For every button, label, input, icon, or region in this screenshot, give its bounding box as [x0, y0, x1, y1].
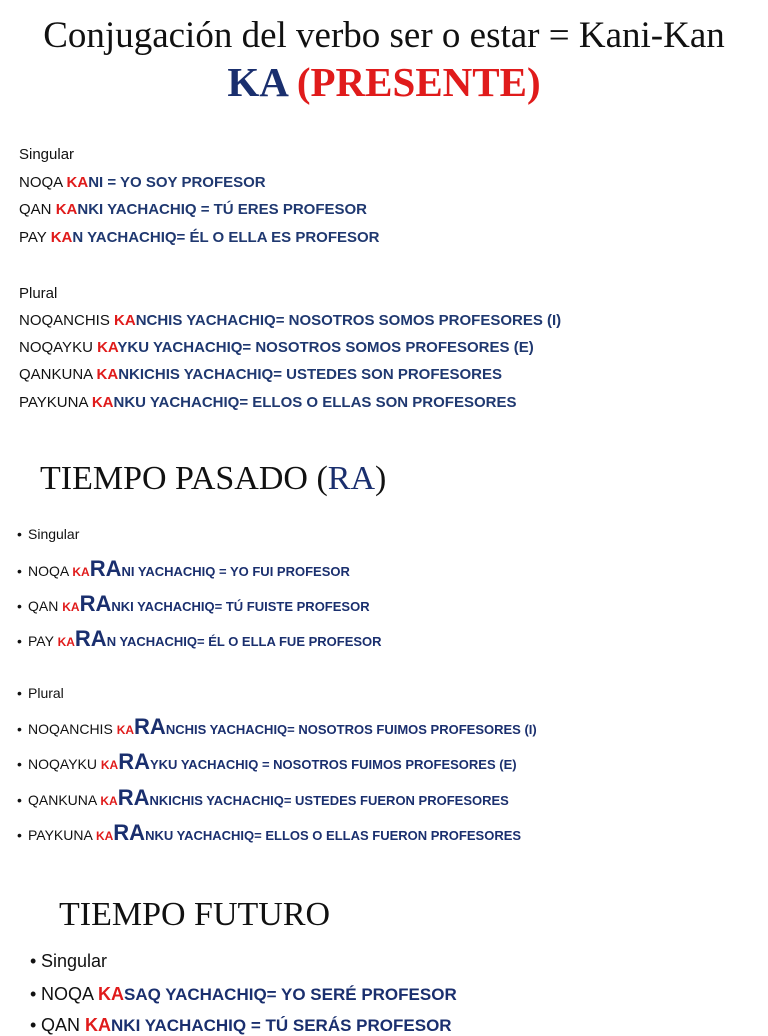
presente-plural-line [19, 394, 516, 411]
bullet-dot: • [30, 1015, 37, 1035]
pasado-singular-line [17, 556, 350, 582]
pronoun: PAYKUNA [28, 827, 93, 843]
bullet-dot: • [17, 526, 22, 542]
label-text: Plural [28, 685, 64, 701]
pasado-plural-line [17, 749, 517, 775]
bullet-dot: • [17, 598, 22, 614]
bullet-dot: • [17, 827, 22, 843]
presente-singular-label: Singular [19, 146, 75, 163]
ka-root: KA [100, 758, 119, 772]
conjugation: N YACHACHIQ= ÉL O ELLA ES PROFESOR [72, 229, 380, 246]
label-text: Singular [41, 951, 108, 971]
conjugation: NKU YACHACHIQ= ELLOS O ELLAS SON PROFESORES [113, 394, 517, 411]
pronoun: PAY [28, 633, 54, 649]
ka-root: KA [50, 229, 73, 246]
pasado-singular-label [17, 526, 79, 542]
ka-root: KA [100, 794, 118, 808]
pronoun: NOQANCHIS [19, 312, 110, 329]
pasado-plural-line [17, 785, 509, 811]
ra-suffix: RA [74, 626, 107, 651]
ka-root: KA [85, 1015, 112, 1035]
ka-root: KA [62, 600, 80, 614]
presente-plural-line [19, 366, 502, 383]
title-presente: (PRESENTE) [296, 59, 541, 105]
pasado-plural-line [17, 820, 521, 846]
ka-root: KA [72, 565, 90, 579]
title-ka: KA [227, 59, 287, 105]
futuro-singular-label [30, 951, 107, 972]
pronoun: NOQAYKU [19, 339, 93, 356]
pronoun: QAN [41, 1015, 81, 1035]
pasado-heading [40, 460, 386, 498]
conjugation: NCHIS YACHACHIQ= NOSOTROS SOMOS PROFESORES (I) [135, 312, 562, 329]
bullet-dot: • [17, 563, 22, 579]
bullet-dot: • [17, 685, 22, 701]
pronoun: NOQA [28, 563, 69, 579]
bullet-dot: • [30, 951, 37, 971]
presente-singular-line [19, 201, 367, 218]
conjugation: YKU YACHACHIQ= NOSOTROS SOMOS PROFESORES (E) [117, 339, 534, 356]
ka-root: KA [91, 394, 114, 411]
pronoun: NOQA [41, 984, 94, 1004]
page-subtitle [0, 58, 768, 106]
ka-root: KA [116, 723, 135, 737]
ra-suffix: RA [117, 785, 150, 810]
presente-plural-line [19, 339, 534, 356]
pasado-plural-label [17, 685, 64, 701]
ra-suffix: RA [113, 820, 146, 845]
page-title: Conjugación del verbo ser o estar = Kani-Kan [43, 15, 725, 56]
conjugation: NKI YACHACHIQ = TÚ ERES PROFESOR [77, 201, 367, 218]
presente-singular-line [19, 174, 266, 191]
bullet-dot: • [17, 756, 22, 772]
pasado-singular-line [17, 591, 370, 617]
futuro-heading: TIEMPO FUTURO [59, 896, 331, 933]
conjugation: N YACHACHIQ= ÉL O ELLA FUE PROFESOR [106, 634, 382, 649]
ra-suffix: RA [89, 556, 122, 581]
conjugation: NI = YO SOY PROFESOR [88, 174, 266, 191]
ka-root: KA [98, 984, 125, 1004]
ka-root: KA [55, 201, 78, 218]
pasado-singular-line [17, 626, 382, 652]
conjugation: NKU YACHACHIQ= ELLOS O ELLAS FUERON PROFESORES [145, 828, 522, 843]
ka-root: KA [66, 174, 89, 191]
pronoun: PAY [19, 229, 47, 246]
presente-plural-label: Plural [19, 285, 58, 302]
ka-root: KA [95, 829, 114, 843]
ra-suffix: RA [118, 749, 150, 774]
pronoun: QAN [28, 598, 59, 614]
conjugation: NKICHIS YACHACHIQ= USTEDES SON PROFESORES [118, 366, 503, 383]
ka-root: KA [97, 339, 118, 356]
conjugation: YKU YACHACHIQ = NOSOTROS FUIMOS PROFESORES (E) [150, 757, 517, 772]
heading-text: ) [375, 460, 387, 497]
ka-root: KA [114, 312, 136, 329]
bullet-dot: • [17, 633, 22, 649]
label-text: Singular [28, 526, 80, 542]
conjugation: NCHIS YACHACHIQ= NOSOTROS FUIMOS PROFESORES (I) [165, 722, 537, 737]
conjugation: NKI YACHACHIQ= TÚ FUISTE PROFESOR [111, 599, 370, 614]
ra-suffix: RA [79, 591, 112, 616]
pronoun: QANKUNA [19, 366, 93, 383]
conjugation: SAQ YACHACHIQ= YO SERÉ PROFESOR [124, 985, 457, 1004]
ra-suffix: RA [134, 714, 166, 739]
pronoun: NOQAYKU [28, 756, 97, 772]
presente-singular-line [19, 229, 380, 246]
conjugation: NKICHIS YACHACHIQ= USTEDES FUERON PROFESORES [149, 793, 509, 808]
pronoun: NOQA [19, 174, 63, 191]
heading-ra: RA [327, 460, 376, 497]
futuro-line [30, 1015, 452, 1036]
ka-root: KA [57, 635, 75, 649]
presente-plural-line [19, 312, 561, 329]
pronoun: QAN [19, 201, 52, 218]
pronoun: PAYKUNA [19, 394, 88, 411]
heading-text: TIEMPO PASADO ( [40, 460, 328, 497]
futuro-line [30, 984, 457, 1005]
pasado-plural-line [17, 714, 537, 740]
pronoun: NOQANCHIS [28, 721, 113, 737]
ka-root: KA [96, 366, 119, 383]
bullet-dot: • [17, 721, 22, 737]
conjugation: NI YACHACHIQ = YO FUI PROFESOR [121, 564, 350, 579]
bullet-dot: • [30, 984, 37, 1004]
pronoun: QANKUNA [28, 792, 97, 808]
bullet-dot: • [17, 792, 22, 808]
conjugation: NKI YACHACHIQ = TÚ SERÁS PROFESOR [111, 1016, 452, 1035]
